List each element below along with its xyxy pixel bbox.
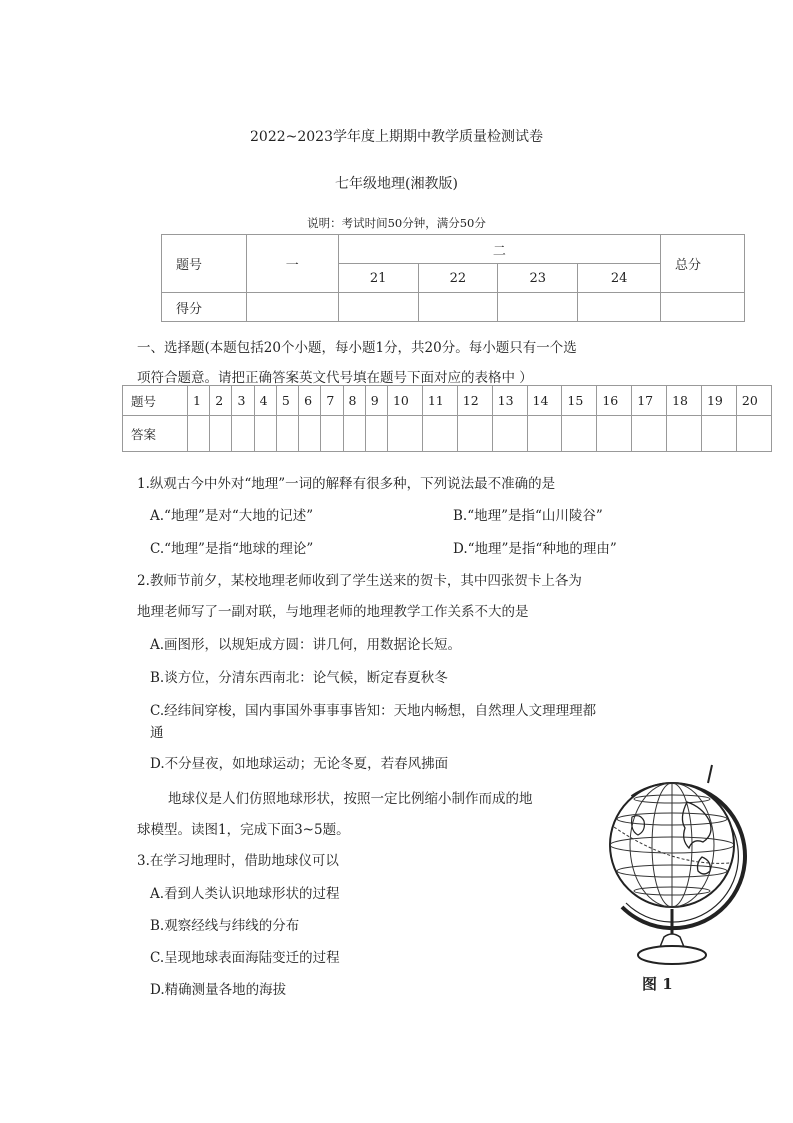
answer-table-qnum: 15: [562, 386, 597, 416]
score-cell[interactable]: [246, 293, 338, 322]
q1-option-d: D.“地理”是指“种地的理由”: [453, 541, 617, 557]
intro-line1: 地球仪是人们仿照地球形状，按照一定比例缩小制作而成的地: [168, 791, 533, 807]
answer-cell[interactable]: [562, 416, 597, 452]
answer-table-qnum: 5: [276, 386, 298, 416]
figure-1: [592, 757, 752, 997]
answer-table-qnum: 17: [632, 386, 667, 416]
exam-note: 说明：考试时间50分钟，满分50分: [307, 216, 486, 230]
answer-cell[interactable]: [701, 416, 736, 452]
answer-table-qnum: 12: [457, 386, 492, 416]
answer-table-qnum: 16: [597, 386, 632, 416]
score-cell[interactable]: [578, 293, 661, 322]
q1-option-c: C.“地理”是指“地球的理论”: [150, 541, 314, 557]
answer-table-qnum-label: 题号: [123, 386, 188, 416]
intro-line2: 球模型。读图1，完成下面3~5题。: [137, 822, 350, 838]
answer-table-qnum: 14: [527, 386, 562, 416]
q2-option-a: A.画图形，以规矩成方圆：讲几何，用数据论长短。: [150, 637, 462, 653]
answer-table-qnum: 7: [321, 386, 343, 416]
answer-cell[interactable]: [597, 416, 632, 452]
exam-subtitle: 七年级地理(湘教版): [335, 176, 458, 192]
score-table-sub: 24: [578, 264, 661, 293]
score-table-total: 总分: [661, 235, 745, 293]
answer-cell[interactable]: [210, 416, 232, 452]
q3-option-b: B.观察经线与纬线的分布: [150, 918, 300, 934]
answer-table-qnum: 18: [667, 386, 702, 416]
answer-table-qnum: 1: [188, 386, 210, 416]
answer-cell[interactable]: [457, 416, 492, 452]
answer-cell[interactable]: [667, 416, 702, 452]
q1-stem: 1.纵观古今中外对“地理”一词的解释有很多种，下列说法最不准确的是: [137, 476, 556, 492]
figure-caption: 图 1: [642, 975, 673, 993]
q3-option-c: C.呈现地球表面海陆变迁的过程: [150, 950, 340, 966]
answer-cell[interactable]: [343, 416, 365, 452]
section1-heading-line1: 一、选择题(本题包括20个小题，每小题1分，共20分。每小题只有一个选: [137, 340, 577, 356]
answer-cell[interactable]: [299, 416, 321, 452]
answer-cell[interactable]: [321, 416, 343, 452]
score-cell[interactable]: [338, 293, 418, 322]
globe-icon: [592, 757, 752, 972]
q2-option-c-line2: 通: [150, 725, 164, 741]
answer-table-qnum: 2: [210, 386, 232, 416]
answer-cell[interactable]: [232, 416, 254, 452]
answer-cell[interactable]: [276, 416, 298, 452]
answer-cell[interactable]: [632, 416, 667, 452]
answer-table: [122, 385, 772, 452]
q1-option-b: B.“地理”是指“山川陵谷”: [453, 508, 603, 524]
score-table: [161, 234, 745, 322]
q2-stem-line1: 2.教师节前夕，某校地理老师收到了学生送来的贺卡，其中四张贺卡上各为: [137, 573, 582, 589]
q3-stem: 3.在学习地理时，借助地球仪可以: [137, 853, 339, 869]
score-table-sub: 21: [338, 264, 418, 293]
score-table-sub: 22: [418, 264, 498, 293]
q2-option-d: D.不分昼夜，如地球运动；无论冬夏，若春风拂面: [150, 756, 449, 772]
q1-option-a: A.“地理”是对“大地的记述”: [150, 508, 314, 524]
answer-cell[interactable]: [527, 416, 562, 452]
answer-cell[interactable]: [422, 416, 457, 452]
score-cell[interactable]: [498, 293, 578, 322]
score-table-score-label: 得分: [162, 293, 247, 322]
score-table-qnum-label: 题号: [162, 235, 247, 293]
section1-heading-line2: 项符合题意。请把正确答案英文代号填在题号下面对应的表格中 ）: [137, 370, 533, 386]
answer-table-qnum: 20: [736, 386, 771, 416]
score-cell[interactable]: [661, 293, 745, 322]
q3-option-a: A.看到人类认识地球形状的过程: [150, 886, 340, 902]
answer-table-qnum: 4: [254, 386, 276, 416]
answer-table-qnum: 10: [387, 386, 422, 416]
answer-table-qnum: 3: [232, 386, 254, 416]
answer-table-qnum: 13: [492, 386, 527, 416]
answer-cell[interactable]: [387, 416, 422, 452]
score-table-sub: 23: [498, 264, 578, 293]
score-cell[interactable]: [418, 293, 498, 322]
exam-title: 2022~2023学年度上期期中教学质量检测试卷: [250, 129, 543, 145]
answer-cell[interactable]: [254, 416, 276, 452]
answer-cell[interactable]: [492, 416, 527, 452]
q2-stem-line2: 地理老师写了一副对联，与地理老师的地理教学工作关系不大的是: [137, 604, 529, 620]
answer-table-qnum: 11: [422, 386, 457, 416]
score-table-part2: 二: [338, 235, 660, 264]
answer-cell[interactable]: [736, 416, 771, 452]
answer-cell[interactable]: [365, 416, 387, 452]
answer-table-answer-label: 答案: [123, 416, 188, 452]
q2-option-c-line1: C.经纬间穿梭，国内事国外事事事皆知：天地内畅想，自然理人文理理理都: [150, 703, 597, 719]
q3-option-d: D.精确测量各地的海拔: [150, 982, 287, 998]
answer-table-qnum: 8: [343, 386, 365, 416]
score-table-part1: 一: [246, 235, 338, 293]
answer-table-qnum: 6: [299, 386, 321, 416]
answer-cell[interactable]: [188, 416, 210, 452]
answer-table-qnum: 19: [701, 386, 736, 416]
answer-table-qnum: 9: [365, 386, 387, 416]
q2-option-b: B.谈方位，分清东西南北：论气候，断定春夏秋冬: [150, 670, 448, 686]
